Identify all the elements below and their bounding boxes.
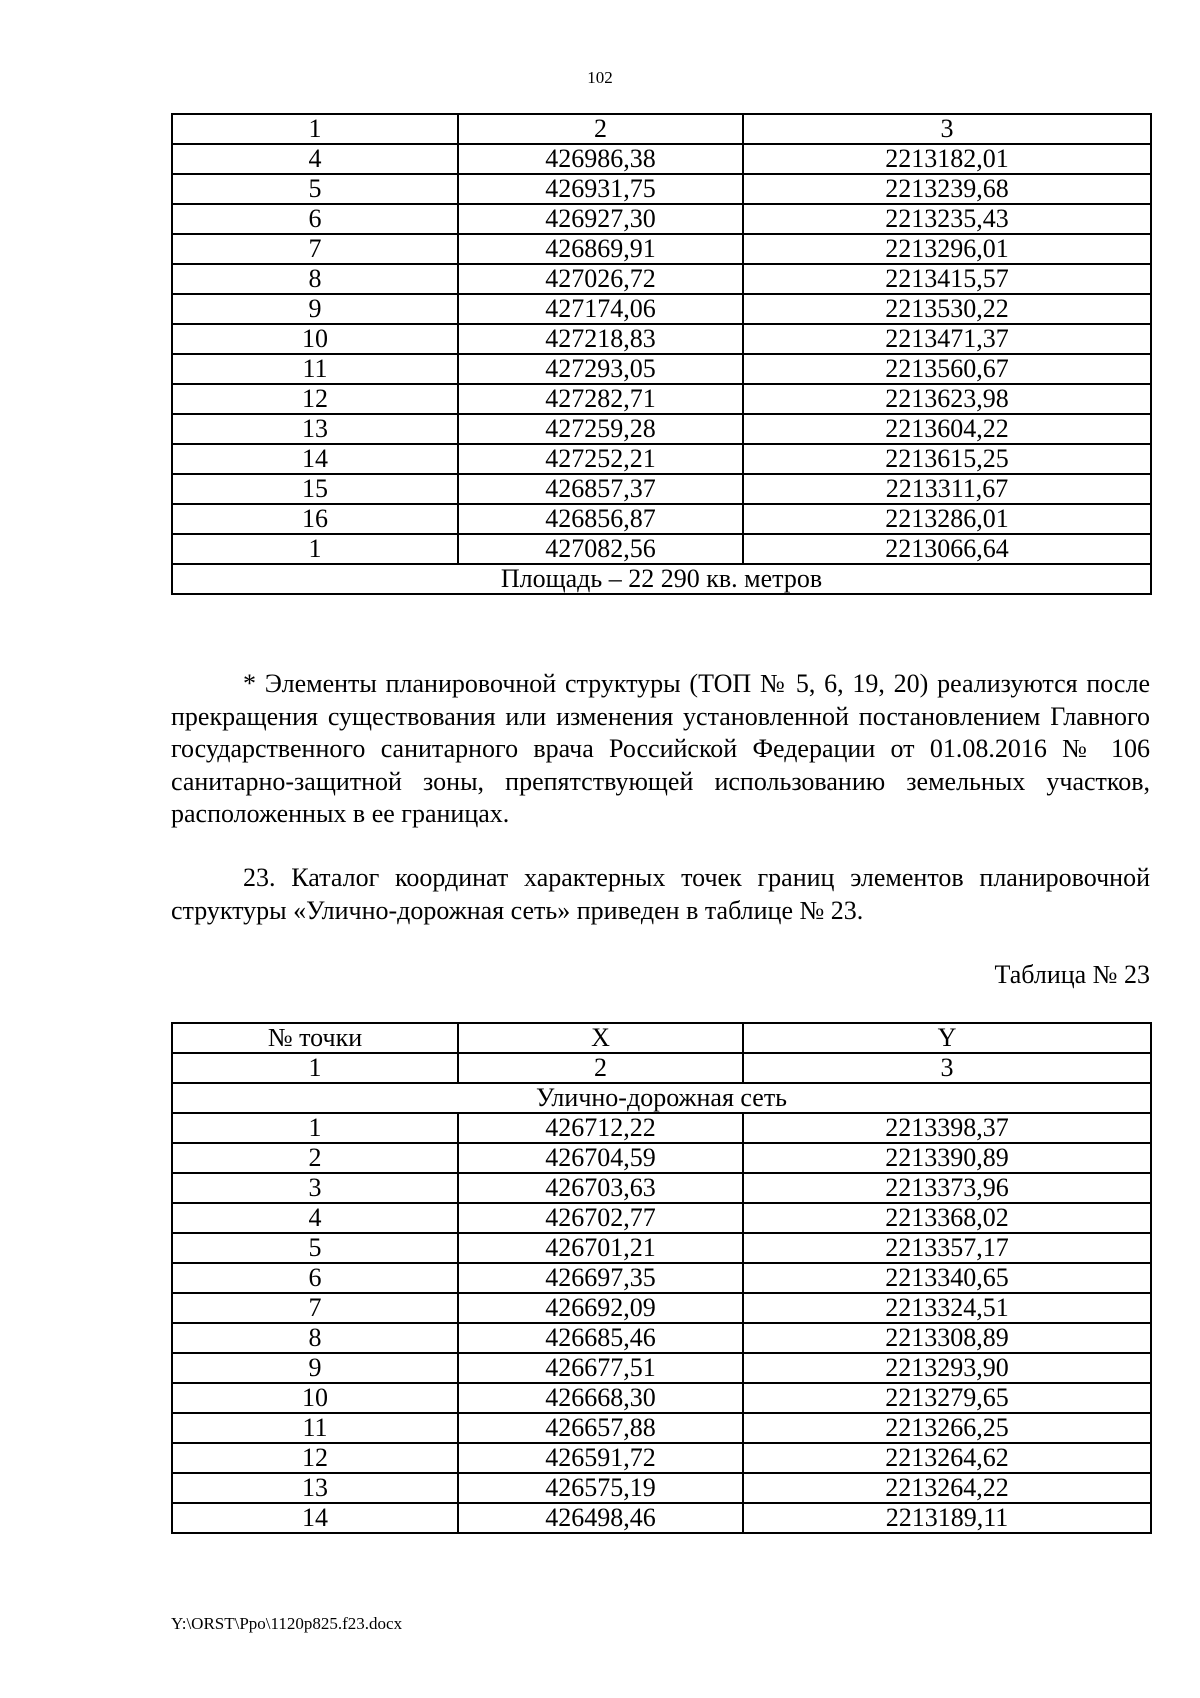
y-coordinate: 2213604,22 [743, 414, 1151, 444]
x-coordinate: 426869,91 [458, 234, 743, 264]
table-row [172, 1413, 1151, 1443]
table-row [172, 1353, 1151, 1383]
y-coordinate: 2213266,25 [743, 1413, 1151, 1443]
table-23 [171, 1022, 1152, 1534]
y-coordinate: 2213239,68 [743, 174, 1151, 204]
y-coordinate: 2213373,96 [743, 1173, 1151, 1203]
table-row [172, 504, 1151, 534]
column-number: 3 [743, 1053, 1151, 1083]
table-row [172, 174, 1151, 204]
point-number: 14 [172, 444, 458, 474]
point-number: 4 [172, 144, 458, 174]
table-row [172, 1173, 1151, 1203]
column-number: 3 [743, 114, 1151, 144]
y-coordinate: 2213308,89 [743, 1323, 1151, 1353]
table-row [172, 1293, 1151, 1323]
x-coordinate: 426692,09 [458, 1293, 743, 1323]
table-row [172, 294, 1151, 324]
point-number: 13 [172, 1473, 458, 1503]
y-coordinate: 2213398,37 [743, 1113, 1151, 1143]
table-row [172, 1203, 1151, 1233]
table-row [172, 1323, 1151, 1353]
x-coordinate: 426857,37 [458, 474, 743, 504]
table-caption: Таблица № 23 [994, 960, 1150, 989]
y-coordinate: 2213623,98 [743, 384, 1151, 414]
footnote-text: * Элементы планировочной структуры (ТОП № 5, 6, 19, 20) реализуются после прекращения существования или изменения установленной постановлением Главного государственного санитарного врача Российской Федерации от 01.08.2016 № 106 санитарно-защитной зоны, препятствующей использованию земельных участков, расположенных в ее границах. [171, 669, 1150, 828]
point-number: 11 [172, 354, 458, 384]
section-23-text: 23. Каталог координат характерных точек границ элементов планировочной структуры «Улично-дорожная сеть» приведен в таблице № 23. [171, 863, 1150, 925]
x-coordinate: 426986,38 [458, 144, 743, 174]
footnote-paragraph [171, 668, 1150, 831]
table-row [172, 324, 1151, 354]
x-coordinate: 426856,87 [458, 504, 743, 534]
column-header-point: № точки [172, 1023, 458, 1053]
column-number: 2 [458, 1053, 743, 1083]
point-number: 7 [172, 234, 458, 264]
y-coordinate: 2213615,25 [743, 444, 1151, 474]
x-coordinate: 426697,35 [458, 1263, 743, 1293]
point-number: 5 [172, 1233, 458, 1263]
area-value: Площадь – 22 290 кв. метров [172, 564, 1151, 594]
x-coordinate: 426575,19 [458, 1473, 743, 1503]
x-coordinate: 426931,75 [458, 174, 743, 204]
table-row [172, 1383, 1151, 1413]
point-number: 8 [172, 1323, 458, 1353]
point-number: 13 [172, 414, 458, 444]
x-coordinate: 427082,56 [458, 534, 743, 564]
column-number-row [172, 1053, 1151, 1083]
point-number: 4 [172, 1203, 458, 1233]
column-header-y: Y [743, 1023, 1151, 1053]
x-coordinate: 426703,63 [458, 1173, 743, 1203]
point-number: 1 [172, 534, 458, 564]
point-number: 15 [172, 474, 458, 504]
x-coordinate: 426668,30 [458, 1383, 743, 1413]
point-number: 6 [172, 204, 458, 234]
x-coordinate: 427282,71 [458, 384, 743, 414]
x-coordinate: 426498,46 [458, 1503, 743, 1533]
y-coordinate: 2213066,64 [743, 534, 1151, 564]
table-row [172, 534, 1151, 564]
x-coordinate: 427174,06 [458, 294, 743, 324]
y-coordinate: 2213368,02 [743, 1203, 1151, 1233]
x-coordinate: 426704,59 [458, 1143, 743, 1173]
table-row [172, 414, 1151, 444]
y-coordinate: 2213296,01 [743, 234, 1151, 264]
column-number-row [172, 114, 1151, 144]
y-coordinate: 2213264,22 [743, 1473, 1151, 1503]
point-number: 2 [172, 1143, 458, 1173]
point-number: 3 [172, 1173, 458, 1203]
y-coordinate: 2213560,67 [743, 354, 1151, 384]
column-number: 1 [172, 114, 458, 144]
group-row [172, 1083, 1151, 1113]
column-number: 1 [172, 1053, 458, 1083]
y-coordinate: 2213235,43 [743, 204, 1151, 234]
table-row [172, 1503, 1151, 1533]
point-number: 7 [172, 1293, 458, 1323]
y-coordinate: 2213357,17 [743, 1233, 1151, 1263]
y-coordinate: 2213293,90 [743, 1353, 1151, 1383]
y-coordinate: 2213182,01 [743, 144, 1151, 174]
x-coordinate: 427259,28 [458, 414, 743, 444]
point-number: 10 [172, 1383, 458, 1413]
point-number: 12 [172, 384, 458, 414]
page-number: 102 [587, 68, 613, 87]
table-row [172, 474, 1151, 504]
table-row [172, 1443, 1151, 1473]
y-coordinate: 2213264,62 [743, 1443, 1151, 1473]
point-number: 1 [172, 1113, 458, 1143]
y-coordinate: 2213286,01 [743, 504, 1151, 534]
table-row [172, 1143, 1151, 1173]
point-number: 11 [172, 1413, 458, 1443]
header-row [172, 1023, 1151, 1053]
table-row [172, 444, 1151, 474]
y-coordinate: 2213189,11 [743, 1503, 1151, 1533]
section-23-paragraph [171, 862, 1150, 927]
point-number: 14 [172, 1503, 458, 1533]
area-row [172, 564, 1151, 594]
y-coordinate: 2213340,65 [743, 1263, 1151, 1293]
x-coordinate: 427026,72 [458, 264, 743, 294]
x-coordinate: 427293,05 [458, 354, 743, 384]
table-row [172, 264, 1151, 294]
table-row [172, 1113, 1151, 1143]
x-coordinate: 427252,21 [458, 444, 743, 474]
table-row [172, 144, 1151, 174]
table-row [172, 1263, 1151, 1293]
x-coordinate: 427218,83 [458, 324, 743, 354]
point-number: 9 [172, 1353, 458, 1383]
group-title: Улично-дорожная сеть [172, 1083, 1151, 1113]
x-coordinate: 426701,21 [458, 1233, 743, 1263]
x-coordinate: 426702,77 [458, 1203, 743, 1233]
table-row [172, 204, 1151, 234]
table-row [172, 384, 1151, 414]
footer-file-path: Y:\ORST\Ppo\1120p825.f23.docx [171, 1614, 403, 1633]
coordinates-table-continuation [171, 113, 1152, 595]
x-coordinate: 426657,88 [458, 1413, 743, 1443]
table-row [172, 354, 1151, 384]
table-row [172, 1473, 1151, 1503]
point-number: 10 [172, 324, 458, 354]
point-number: 8 [172, 264, 458, 294]
point-number: 16 [172, 504, 458, 534]
point-number: 6 [172, 1263, 458, 1293]
x-coordinate: 426712,22 [458, 1113, 743, 1143]
y-coordinate: 2213279,65 [743, 1383, 1151, 1413]
x-coordinate: 426927,30 [458, 204, 743, 234]
y-coordinate: 2213390,89 [743, 1143, 1151, 1173]
y-coordinate: 2213415,57 [743, 264, 1151, 294]
y-coordinate: 2213530,22 [743, 294, 1151, 324]
y-coordinate: 2213324,51 [743, 1293, 1151, 1323]
column-number: 2 [458, 114, 743, 144]
table-row [172, 234, 1151, 264]
point-number: 5 [172, 174, 458, 204]
x-coordinate: 426685,46 [458, 1323, 743, 1353]
x-coordinate: 426591,72 [458, 1443, 743, 1473]
y-coordinate: 2213311,67 [743, 474, 1151, 504]
x-coordinate: 426677,51 [458, 1353, 743, 1383]
point-number: 12 [172, 1443, 458, 1473]
point-number: 9 [172, 294, 458, 324]
column-header-x: X [458, 1023, 743, 1053]
table-row [172, 1233, 1151, 1263]
y-coordinate: 2213471,37 [743, 324, 1151, 354]
